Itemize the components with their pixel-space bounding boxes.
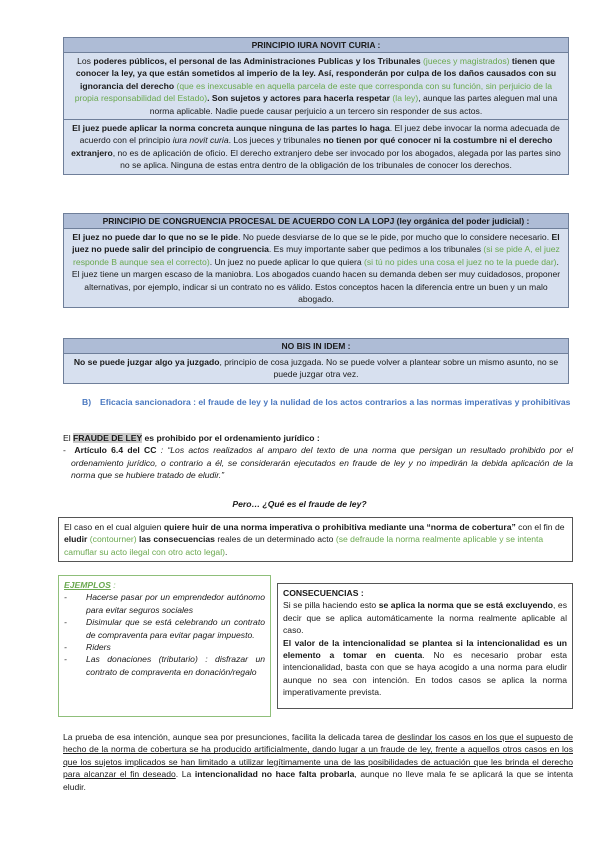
examples-box — [58, 575, 271, 717]
bold-text: El juez puede aplicar la norma concreta aunque ninguna de las partes lo haga — [72, 123, 390, 134]
consequences-title: CONSECUENCIAS : — [283, 588, 364, 598]
green-note: (si tú no pides una cosa el juez no te la puede dar) — [361, 256, 557, 267]
list-dash: - — [64, 617, 67, 628]
text: . — [224, 546, 228, 557]
italic-text: iura novit curia — [172, 135, 229, 146]
bold-text: No se puede juzgar algo ya juzgado — [73, 357, 220, 367]
congruencia-paragraph — [64, 229, 568, 307]
examples-heading — [64, 579, 265, 591]
green-note: (jueces y magistrados) — [420, 56, 510, 66]
bold-text: no tienen por qué conocer ni la costumbre ni el derecho extranjero — [71, 135, 553, 158]
text: Los — [77, 56, 94, 66]
item-text: Las donaciones (tributario) : disfrazar un contrato de compraventa en donación/regalo — [86, 654, 265, 677]
list-dash: - — [64, 592, 67, 603]
section-letter: B) — [82, 397, 92, 407]
congruencia-box — [63, 213, 569, 308]
list-item — [64, 591, 265, 616]
text: . No es necesario probar esta intencionalidad, basta con que se haya acogido a una norma para eludir aunque no sea con intención. En todos casos se aplica la norma imperativamente prevista. — [283, 650, 567, 698]
text: . No puede desviarse de lo que se le pide, por mucho que lo considere necesario. — [238, 232, 552, 242]
text: El caso en el cual alguien — [64, 522, 164, 532]
fraude-intro — [63, 432, 573, 444]
green-note: (se defraude la norma realmente aplicable y se intenta camuflar su acto ilegal con otro acto legal) — [64, 534, 544, 557]
text: . El juez tiene un margen escaso de la maniobra. Los abogados cuando hacen su demanda deben ser muy cuidadosos, proponer alternativas, por ejemplo, indicar si un contrato no es válido. Estos conceptos hacen la diferencia entre un buen y un malo abogado. — [71, 256, 561, 305]
colon: : — [110, 580, 116, 590]
examples-list — [64, 591, 265, 678]
text: . La — [175, 769, 195, 780]
green-note: (si se pide A, el juez responde B aunque sea el correcto) — [73, 244, 560, 267]
text: . Los jueces y tribunales — [228, 135, 324, 146]
iura-paragraph-2 — [64, 119, 568, 174]
iura-title: PRINCIPIO IURA NOVIT CURIA : — [64, 38, 568, 53]
list-dash: - — [64, 642, 67, 653]
text: reales de un determinado acto — [214, 534, 334, 545]
text: , es decir que se aplica automáticamente la norma realmente aplicable al caso. — [283, 600, 567, 636]
bold-text: eludir — [64, 534, 88, 545]
bold-text: se aplica la norma que se está excluyendo — [378, 600, 554, 611]
section-b-heading — [82, 396, 572, 408]
green-note: (contourner) — [87, 534, 139, 545]
item-text: Hacerse pasar por un emprendedor autónomo para evitar seguros sociales — [86, 592, 265, 615]
no-bis-in-idem-box — [63, 338, 569, 384]
text: Si se pilla haciendo esto — [283, 600, 379, 611]
list-item — [64, 641, 265, 653]
iura-paragraph-1 — [64, 53, 568, 119]
text: . Es muy importante saber que pedimos a los tribunales — [268, 244, 481, 255]
list-item — [64, 653, 265, 678]
article-text: : “Los actos realizados al amparo del texto de una norma que persigan un resultado prohibido por el ordenamiento jurídico, o contrario a él, se considerarán ejecutados en fraude de ley y no impedirán la debida aplicación de la norma que se hubiere tratado de eludir.” — [71, 445, 574, 481]
bold-text: es prohibido por el ordenamiento jurídico : — [142, 433, 320, 443]
bold-text: intencionalidad no hace falta probarla — [194, 769, 355, 780]
highlighted-term: FRAUDE DE LEY — [73, 433, 143, 443]
consequences-paragraph-2 — [283, 637, 567, 699]
item-text: Riders — [86, 642, 111, 653]
iura-novit-curia-box — [63, 37, 569, 175]
text: . Un juez no puede aplicar lo que quiera — [209, 256, 362, 267]
consequences-box — [277, 583, 573, 709]
congruencia-title: PRINCIPIO DE CONGRUENCIA PROCESAL DE ACUERDO CON LA LOPJ (ley orgánica del poder judicial) : — [64, 214, 568, 229]
bold-text: tienen que conocer la ley, ya que están sometidos al imperio de la ley. Así, — [75, 56, 555, 79]
bold-text: las consecuencias — [139, 534, 215, 545]
list-dash: - — [63, 445, 66, 456]
text: La prueba de esa intención, aunque sea por presunciones, facilita la delicada tarea de — [63, 732, 398, 742]
article-6-4-quote — [63, 444, 573, 481]
examples-title: EJEMPLOS — [64, 580, 111, 590]
text: . El juez debe invocar la norma adecuada de acuerdo con el principio — [79, 123, 560, 146]
green-note: (que es inexcusable en aquella parcela de este que corresponda con su función, sin perjuicio de la propia responsabilidad del Estado) — [74, 80, 552, 104]
bold-text: El juez no puede dar lo que no se le pide — [72, 232, 239, 242]
closing-paragraph — [63, 731, 573, 793]
fraude-de-ley-section — [63, 432, 573, 482]
bold-text: El valor de la intencionalidad se plantea si la intencionalidad es un elemento a tomar en cuenta — [283, 637, 567, 661]
bold-text: poderes públicos, el personal de las Administraciones Publicas y los Tribunales — [93, 56, 421, 66]
bis-paragraph — [64, 354, 568, 383]
definition-box — [58, 517, 573, 562]
consequences-paragraph-1 — [283, 599, 567, 636]
text: , no es de aplicación de oficio. El derecho extranjero debe ser invocado por los abogados, alegada por las partes sino no se aplica. Ninguna de estas entra dentro de la obligación de los tribunales de conocer los derechos. — [112, 147, 561, 171]
section-title: Eficacia sancionadora : el fraude de ley y la nulidad de los actos contrarios a las normas imperativas y prohibitivas — [100, 397, 571, 407]
text: El — [63, 433, 74, 443]
underlined-text: deslindar los casos en los que el supuesto de hecho de la norma de cobertura se ha producido artificialmente, dando lugar a un fraude de ley, frente a aquellos otros casos en los que los sujetos implicados se han limitado a utilizar legítimamente una de las posibilidades de actuación que les brinda el derecho para alcanzar el fin deseado — [63, 732, 573, 780]
bold-text: El juez no puede salir del principio de congruencia — [72, 232, 560, 255]
list-dash: - — [64, 654, 67, 665]
article-label: Artículo 6.4 del CC — [74, 445, 157, 456]
bold-text: quiere huir de una norma imperativa o prohibitiva mediante una “norma de cobertura” — [163, 522, 516, 532]
text: , aunque no lleve mala fe se aplicará la que se intenta eludir. — [63, 769, 573, 792]
text: , aunque las partes aleguen mal una norma aplicable. Nadie puede causar perjuicio a un tercero sin responder de sus actos. — [149, 93, 558, 116]
question-heading: Pero… ¿Qué es el fraude de ley? — [232, 499, 367, 509]
text: , principio de cosa juzgada. No se puede volver a plantear sobre un mismo asunto, no se puede juzgar otra vez. — [219, 357, 559, 380]
green-note: (la ley) — [390, 93, 419, 104]
list-item — [64, 616, 265, 641]
bis-title: NO BIS IN IDEM : — [64, 339, 568, 354]
bold-text: . Son sujetos y actores para hacerla respetar — [207, 93, 391, 104]
item-text: Disimular que se está celebrando un contrato de compraventa para evitar pagar impuesto. — [86, 617, 265, 640]
bold-text: responderán por culpa de los daños causados con su ignorancia del derecho — [80, 68, 557, 91]
text: con el fin de — [515, 522, 565, 532]
